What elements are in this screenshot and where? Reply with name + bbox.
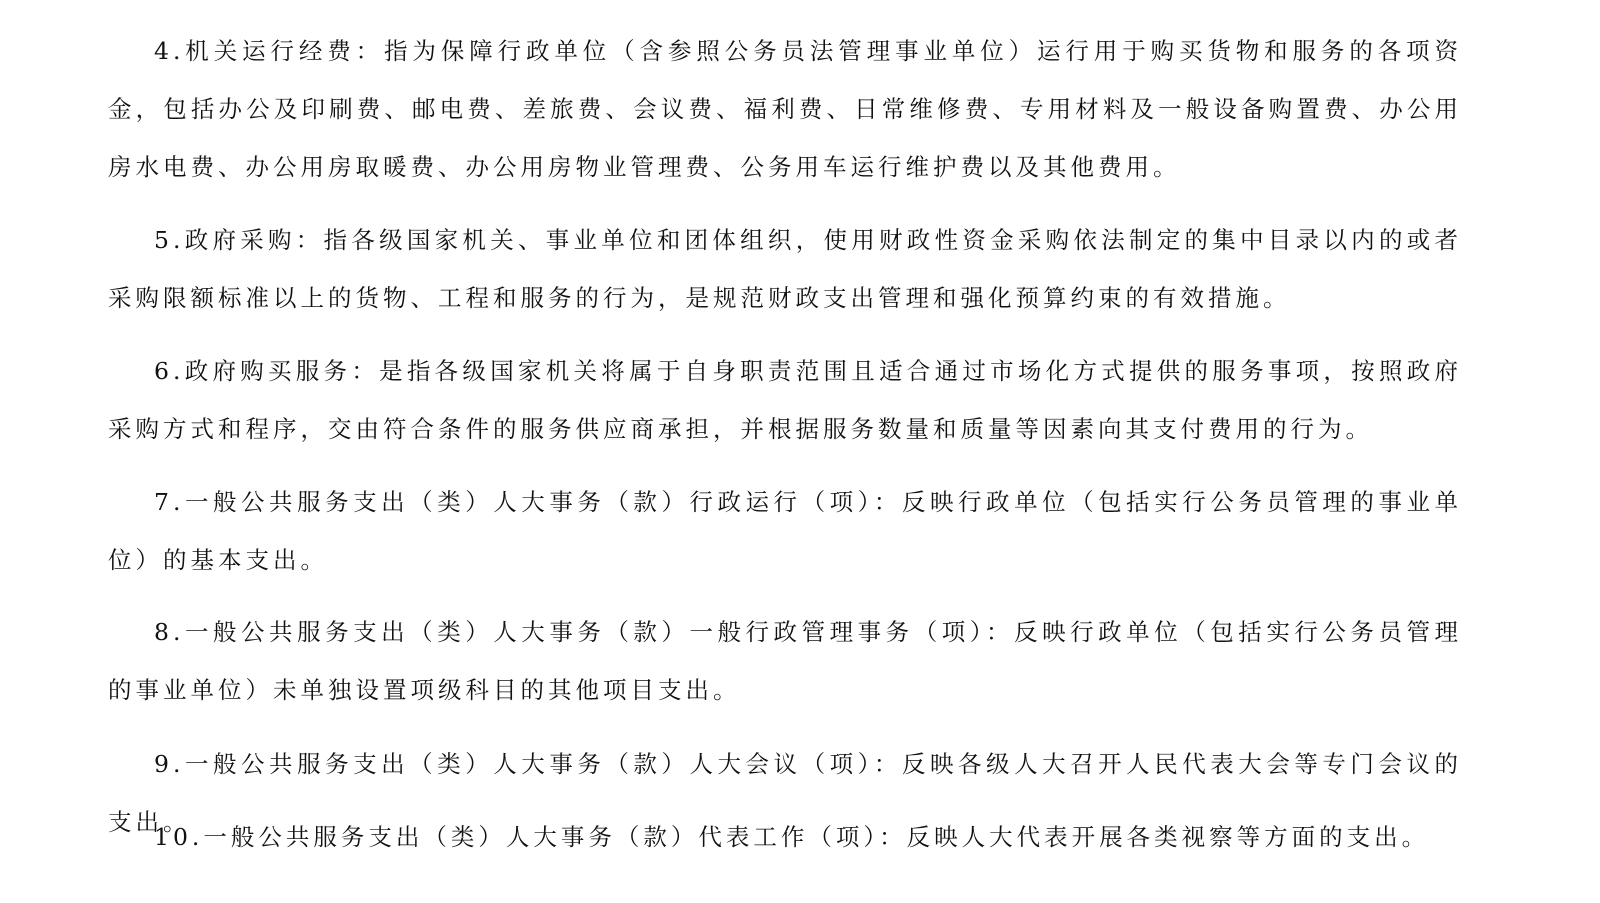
paragraph-10-representative-work: 10.一般公共服务支出（类）人大事务（款）代表工作（项）：反映人大代表开展各类视察等方面的支出。 xyxy=(154,823,1430,851)
paragraph-5-government-procurement: 5.政府采购：指各级国家机关、事业单位和团体组织，使用财政性资金采购依法制定的集中目录以内的或者采购限额标准以上的货物、工程和服务的行为，是规范财政支出管理和强化预算约束的有效措施。 xyxy=(108,226,1462,312)
paragraph-8-general-administrative-affairs: 8.一般公共服务支出（类）人大事务（款）一般行政管理事务（项）：反映行政单位（包括实行公务员管理的事业单位）未单独设置项级科目的其他项目支出。 xyxy=(108,618,1462,704)
paragraph-4-agency-operating-expenses: 4.机关运行经费：指为保障行政单位（含参照公务员法管理事业单位）运行用于购买货物和服务的各项资金，包括办公及印刷费、邮电费、差旅费、会议费、福利费、日常维修费、专用材料及一般设备购置费、办公用房水电费、办公用房取暖费、办公用房物业管理费、公务用车运行维护费以及其他费用。 xyxy=(108,37,1462,181)
paragraph-7-administrative-operation: 7.一般公共服务支出（类）人大事务（款）行政运行（项）：反映行政单位（包括实行公务员管理的事业单位）的基本支出。 xyxy=(108,488,1462,574)
paragraph-6-government-purchased-services: 6.政府购买服务：是指各级国家机关将属于自身职责范围且适合通过市场化方式提供的服务事项，按照政府采购方式和程序，交由符合条件的服务供应商承担，并根据服务数量和质量等因素向其支付费用的行为。 xyxy=(108,357,1462,443)
paragraph-9-npc-meetings: 9.一般公共服务支出（类）人大事务（款）人大会议（项）：反映各级人大召开人民代表大会等专门会议的支出。 xyxy=(108,750,1462,836)
